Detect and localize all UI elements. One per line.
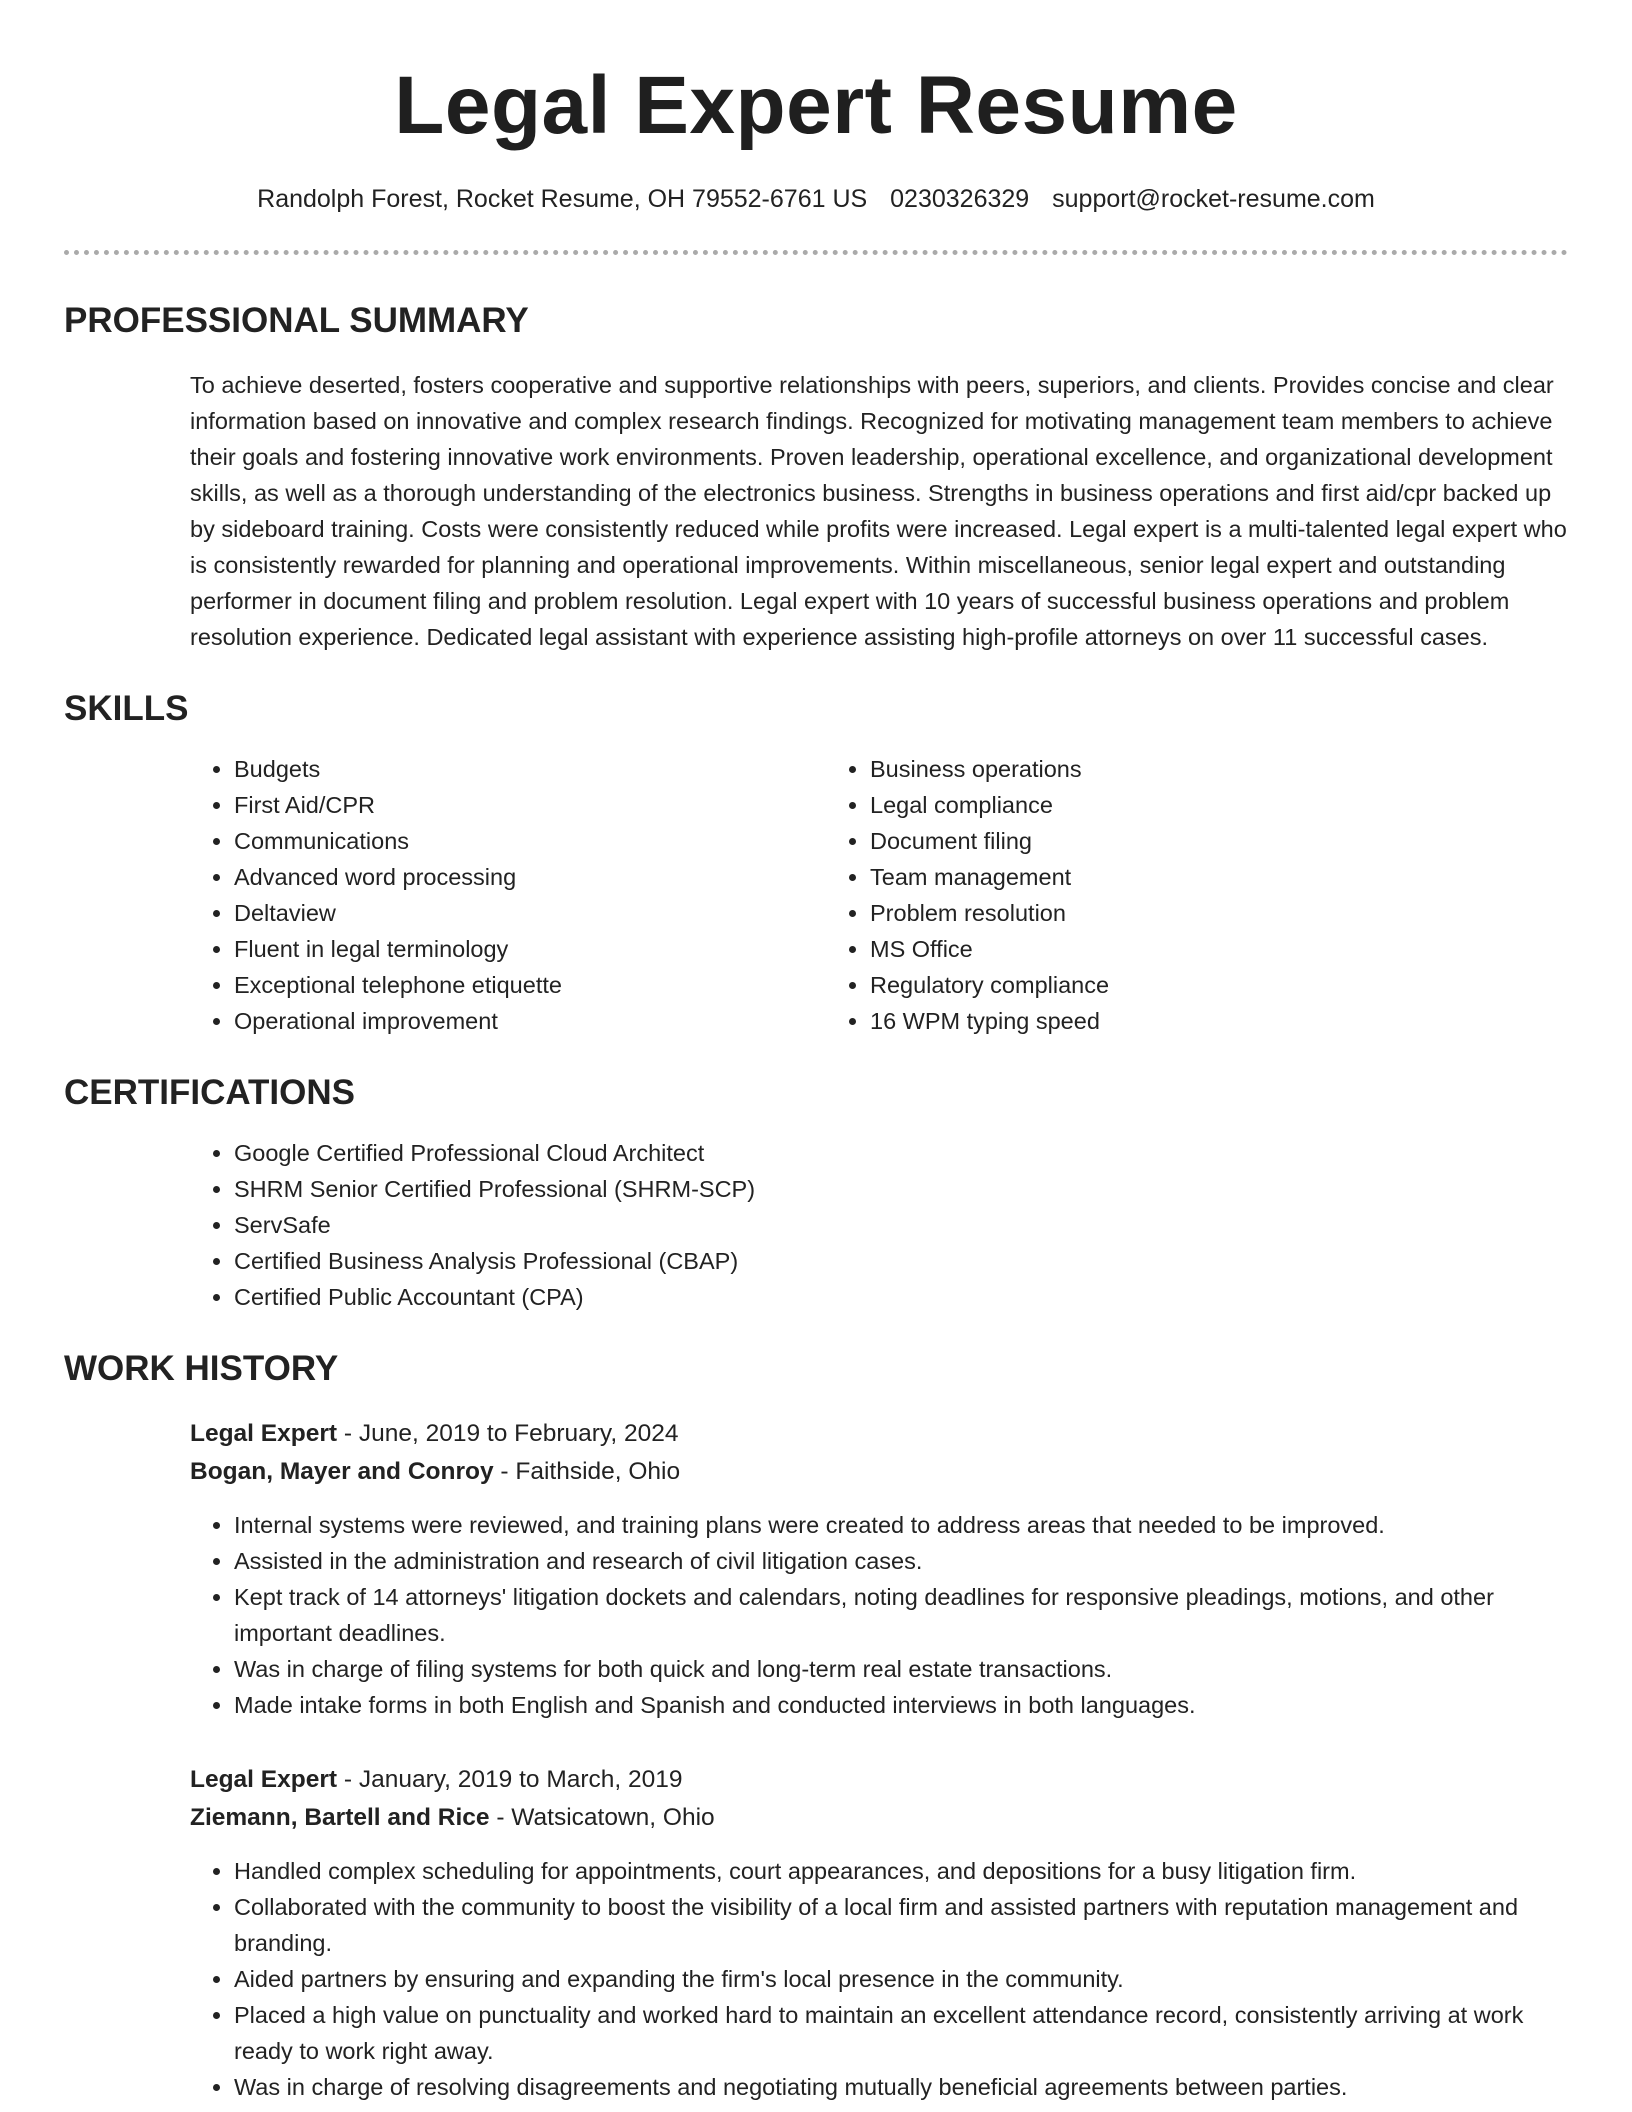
certifications-list [190, 1135, 1568, 1315]
skill-item: • MS Office [870, 931, 1568, 967]
page-title: Legal Expert Resume [394, 60, 1238, 151]
job-bullet: • Placed a high value on punctuality and worked hard to maintain an excellent attendance record, consistently arriving at work ready to work right away. [234, 1997, 1568, 2069]
contact-email: support@rocket-resume.com [1052, 185, 1375, 213]
contact-phone: 0230326329 [890, 185, 1030, 213]
skill-item: • 16 WPM typing speed [870, 1003, 1568, 1039]
skill-item: • Exceptional telephone etiquette [234, 967, 826, 1003]
certification-item: • ServSafe [234, 1207, 1568, 1243]
summary-heading: PROFESSIONAL SUMMARY [64, 301, 529, 340]
skill-item: • Team management [870, 859, 1568, 895]
skills-columns [190, 751, 1568, 1039]
job-location: - Faithside, Ohio [493, 1458, 681, 1485]
job-bullet: • Kept track of 14 attorneys' litigation dockets and calendars, noting deadlines for responsive pleadings, motions, and other important deadlines. [234, 1579, 1568, 1651]
job-bullet: • Handled complex scheduling for appointments, court appearances, and depositions for a busy litigation firm. [234, 1853, 1568, 1889]
job-title-line [190, 1415, 1568, 1453]
job-company-line [190, 1453, 1568, 1491]
job-entry [190, 1415, 1568, 1723]
job-company: Bogan, Mayer and Conroy [190, 1458, 494, 1485]
summary-text: To achieve deserted, fosters cooperative and supportive relationships with peers, superiors, and clients. Provides concise and clear information based on innovative and complex research findings. Recognized for motivating management team members to achieve their goals and fostering innovative work environments. Proven leadership, operational excellence, and organizational development skills, as well as a thorough understanding of the electronics business. Strengths in business operations and first aid/cpr backed up by sideboard training. Costs were consistently reduced while profits were increased. Legal expert is a multi-talented legal expert who is consistently rewarded for planning and operational improvements. Within miscellaneous, senior legal expert and outstanding performer in document filing and problem resolution. Legal expert with 10 years of successful business operations and problem resolution experience. Dedicated legal assistant with experience assisting high-profile attorneys on over 11 successful cases. [190, 372, 1567, 650]
contact-address: Randolph Forest, Rocket Resume, OH 79552-6761 US [257, 185, 868, 213]
job-bullet: • Internal systems were reviewed, and training plans were created to address areas that needed to be improved. [234, 1507, 1568, 1543]
skill-item: • Business operations [870, 751, 1568, 787]
job-company-line [190, 1799, 1568, 1837]
certification-item: • SHRM Senior Certified Professional (SHRM-SCP) [234, 1171, 1568, 1207]
skill-item: • Communications [234, 823, 826, 859]
skills-heading: SKILLS [64, 689, 189, 728]
job-dates: - June, 2019 to February, 2024 [337, 1420, 679, 1447]
skill-item: • Legal compliance [870, 787, 1568, 823]
job-title: Legal Expert [190, 1420, 338, 1447]
skill-item: • Deltaview [234, 895, 826, 931]
job-company: Ziemann, Bartell and Rice [190, 1804, 490, 1831]
job-bullet: • Was in charge of filing systems for both quick and long-term real estate transactions. [234, 1651, 1568, 1687]
skill-item: • Fluent in legal terminology [234, 931, 826, 967]
skill-item: • First Aid/CPR [234, 787, 826, 823]
certifications-heading: CERTIFICATIONS [64, 1073, 356, 1112]
skill-item: • Advanced word processing [234, 859, 826, 895]
header-divider [64, 250, 1568, 255]
job-bullet: • Made intake forms in both English and Spanish and conducted interviews in both languages. [234, 1687, 1568, 1723]
job-entry [190, 1761, 1568, 2105]
skill-item: • Operational improvement [234, 1003, 826, 1039]
job-dates: - January, 2019 to March, 2019 [337, 1766, 683, 1793]
job-bullet: • Aided partners by ensuring and expanding the firm's local presence in the community. [234, 1961, 1568, 1997]
skill-item: • Problem resolution [870, 895, 1568, 931]
job-bullet: • Assisted in the administration and research of civil litigation cases. [234, 1543, 1568, 1579]
contact-line [64, 182, 1568, 216]
skill-item: • Document filing [870, 823, 1568, 859]
work-history-section [64, 1347, 1568, 2105]
job-bullets [190, 1507, 1568, 1723]
work-history-heading: WORK HISTORY [64, 1349, 339, 1388]
skills-list-left [190, 751, 826, 1039]
job-bullet: • Was in charge of resolving disagreements and negotiating mutually beneficial agreements between parties. [234, 2069, 1568, 2105]
skills-list-right [826, 751, 1568, 1039]
certification-item: • Certified Public Accountant (CPA) [234, 1279, 1568, 1315]
summary-section [64, 299, 1568, 655]
job-bullet: • Collaborated with the community to boost the visibility of a local firm and assisted partners with reputation management and branding. [234, 1889, 1568, 1961]
certification-item: • Certified Business Analysis Professional (CBAP) [234, 1243, 1568, 1279]
job-title-line [190, 1761, 1568, 1799]
certification-item: • Google Certified Professional Cloud Architect [234, 1135, 1568, 1171]
certifications-section [64, 1071, 1568, 1315]
skills-section [64, 687, 1568, 1039]
job-bullets [190, 1853, 1568, 2105]
skill-item: • Regulatory compliance [870, 967, 1568, 1003]
job-location: - Watsicatown, Ohio [489, 1804, 715, 1831]
job-title: Legal Expert [190, 1766, 338, 1793]
skill-item: • Budgets [234, 751, 826, 787]
